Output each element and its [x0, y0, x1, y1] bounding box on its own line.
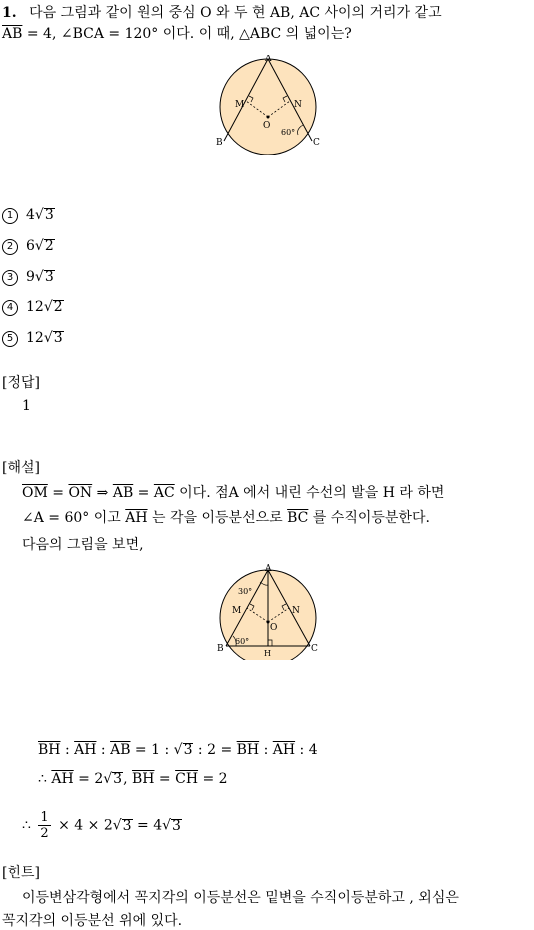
choice-mark: 4	[2, 300, 18, 316]
choice-4[interactable]: 4 12√2	[2, 299, 64, 316]
answer-value: 1	[22, 398, 31, 414]
label-angle-60: 60°	[235, 637, 250, 646]
choice-1[interactable]: 1 4√3	[2, 207, 55, 224]
choice-mark: 5	[2, 331, 18, 347]
choice-3[interactable]: 3 9√3	[2, 269, 55, 286]
label-a: A	[265, 55, 272, 64]
label-n: N	[292, 606, 300, 616]
label-b: B	[217, 644, 224, 654]
hint-line-2: 꼭지각의 이등분선 위에 있다.	[2, 913, 183, 929]
question-line-1	[2, 2, 442, 22]
label-b: B	[216, 138, 223, 148]
label-o: O	[263, 121, 271, 131]
label-c: C	[311, 644, 318, 654]
label-c: C	[313, 138, 320, 148]
label-h: H	[264, 649, 271, 658]
choice-mark: 1	[2, 208, 18, 224]
explanation-title: [해설]	[2, 460, 40, 476]
fraction-half: $\frac{1}{2}$	[40, 810, 49, 841]
area-line: ∴ $\frac{1}{2}$ × 4 × 2√3 = 4√3	[22, 810, 181, 841]
label-m: M	[232, 606, 242, 616]
explanation-line-3: 다음의 그림을 보면,	[22, 537, 144, 553]
label-angle-30: 30°	[238, 587, 253, 596]
hint-line-1: 이등변삼각형에서 꼭지각의 이등분선은 밑변을 수직이등분하고 , 외심은	[22, 890, 459, 906]
choice-2[interactable]: 2 6√2	[2, 238, 55, 255]
choice-mark: 2	[2, 239, 18, 255]
label-n: N	[294, 100, 302, 110]
label-m: M	[235, 100, 245, 110]
figure-2	[210, 560, 330, 660]
question-number: 1.	[2, 5, 17, 21]
ratio-line: $\overline{BH}$ : $\overline{AH}$ : $\overline{AB} = 1$ : √3 : $2 = \overline{BH}$ : $\overline{AH}$ : 4	[38, 742, 318, 758]
explanation-line-2: ∠A = 60° 이고 $\overline{AH}$ 는 각을 이등분선으로 $\overline{BC}$ 를 수직이등분한다.	[22, 510, 430, 526]
question-line-2	[2, 23, 352, 43]
result-line: ∴ $\overline{AH} = 2√3$, $\overline{BH} = \overline{CH} = 2$	[38, 771, 228, 787]
choice-mark: 3	[2, 270, 18, 286]
explanation-line-1: $\overline{OM} = \overline{ON}$ ⇒ $\overline{AB} = \overline{AC}$ 이다. 점A 에서 내린 수선의 발을 H 라 하면	[22, 485, 445, 501]
figure-1	[210, 55, 330, 155]
hint-title: [힌트]	[2, 865, 40, 881]
question-text-2: = 4, ∠BCA = 120° 이다. 이 때, △ABC 의 넓이는?	[22, 26, 352, 42]
question-text-1: 다음 그림과 같이 원의 중심 O 와 두 현 AB, AC 사이의 거리가 같고	[29, 5, 442, 21]
label-a: A	[265, 564, 272, 574]
label-o: O	[270, 623, 278, 633]
label-angle-60: 60°	[281, 128, 296, 137]
answer-title: [정답]	[2, 375, 40, 391]
segment-ab: $\overline{AB}$	[2, 26, 23, 42]
choice-5[interactable]: 5 12√3	[2, 330, 64, 347]
center-point	[267, 116, 270, 119]
